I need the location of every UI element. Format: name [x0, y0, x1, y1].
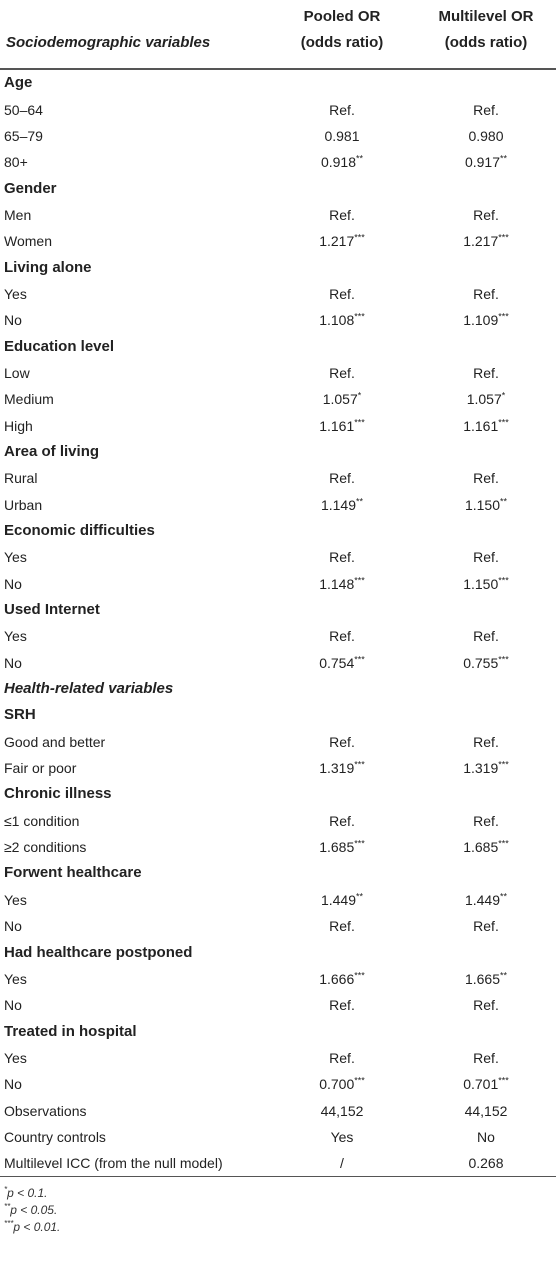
pooled-or-cell	[268, 412, 416, 438]
multilevel-or-cell	[416, 913, 556, 939]
multilevel-or-cell	[416, 729, 556, 755]
pooled-or-cell	[268, 228, 416, 254]
row-label: Yes	[4, 891, 27, 908]
table-row	[0, 149, 556, 175]
significance-marker: ***	[498, 654, 509, 665]
significance-marker: ***	[498, 759, 509, 770]
multilevel-or-cell-value: 1.150	[464, 496, 501, 513]
header-row	[0, 0, 556, 69]
pooled-or-cell-value: 1.449	[320, 891, 357, 908]
significance-marker: ***	[354, 654, 365, 665]
multilevel-or-cell-value: Ref.	[473, 549, 499, 566]
section-header-row	[0, 939, 556, 965]
header-multi-line2: (odds ratio)	[444, 34, 528, 51]
table-row	[0, 307, 556, 333]
table-row	[0, 966, 556, 992]
pooled-or-cell	[268, 992, 416, 1018]
significance-marker: ***	[498, 1075, 509, 1086]
table-row	[0, 1071, 556, 1097]
multilevel-or-cell-value: 0.701	[463, 1076, 499, 1093]
section-label: Treated in hospital	[4, 1022, 137, 1040]
row-label: Observations	[4, 1102, 87, 1119]
multilevel-or-cell	[416, 492, 556, 518]
multilevel-or-cell-value: 0.980	[468, 127, 504, 144]
pooled-or-cell-value: /	[340, 1155, 344, 1172]
multilevel-or-cell	[416, 623, 556, 649]
section-header-row	[0, 439, 556, 465]
row-label: No	[4, 918, 22, 935]
multilevel-or-cell	[416, 465, 556, 491]
section-header-row	[0, 175, 556, 201]
significance-marker: **	[500, 153, 508, 164]
row-label: Urban	[4, 496, 43, 513]
pooled-or-cell	[268, 1097, 416, 1123]
table-row	[0, 492, 556, 518]
section-header-row	[0, 676, 556, 702]
footnote	[4, 1202, 556, 1219]
row-label: No	[4, 575, 22, 592]
table-row	[0, 281, 556, 307]
multilevel-or-cell	[416, 228, 556, 254]
section-header-row	[0, 1018, 556, 1044]
table-row	[0, 202, 556, 228]
multilevel-or-cell	[416, 808, 556, 834]
row-label: High	[4, 417, 33, 434]
row-label: No	[4, 312, 22, 329]
multilevel-or-cell-value: 0.268	[468, 1155, 504, 1172]
footnote-marker: **	[4, 1202, 11, 1212]
significance-marker: ***	[498, 232, 509, 243]
pooled-or-cell-value: Ref.	[329, 206, 355, 223]
footnote	[4, 1219, 556, 1236]
multilevel-or-cell	[416, 281, 556, 307]
multilevel-or-cell	[416, 1097, 556, 1123]
table-row	[0, 1045, 556, 1071]
pooled-or-cell	[268, 650, 416, 676]
pooled-or-cell-value: 0.918	[320, 154, 357, 171]
section-header-row	[0, 69, 556, 96]
significance-marker: ***	[498, 416, 509, 427]
pooled-or-cell-value: 0.700	[319, 1076, 355, 1093]
pooled-or-cell-value: Ref.	[329, 285, 355, 302]
section-label: Had healthcare postponed	[4, 943, 193, 961]
row-label: Low	[4, 364, 30, 381]
row-label: No	[4, 654, 22, 671]
significance-marker: ***	[498, 575, 509, 586]
multilevel-or-cell-value: 1.685	[463, 839, 499, 856]
significance-marker: **	[356, 496, 364, 507]
row-label: No	[4, 1076, 22, 1093]
header-variables: Sociodemographic variables	[0, 0, 268, 69]
table-row	[0, 1097, 556, 1123]
row-label: ≥2 conditions	[4, 839, 87, 856]
pooled-or-cell	[268, 202, 416, 228]
row-label: Yes	[4, 628, 27, 645]
pooled-or-cell	[268, 149, 416, 175]
multilevel-or-cell	[416, 966, 556, 992]
row-label: Medium	[4, 391, 54, 408]
pooled-or-cell	[268, 571, 416, 597]
multilevel-or-cell	[416, 360, 556, 386]
multilevel-or-cell	[416, 755, 556, 781]
significance-marker: ***	[354, 232, 365, 243]
section-label: Used Internet	[4, 601, 100, 619]
pooled-or-cell-value: Ref.	[329, 549, 355, 566]
pooled-or-cell	[268, 281, 416, 307]
multilevel-or-cell-value: Ref.	[473, 101, 499, 118]
multilevel-or-cell	[416, 202, 556, 228]
significance-marker: **	[500, 891, 508, 902]
table-body	[0, 69, 556, 1177]
multilevel-or-cell-value: No	[477, 1128, 495, 1145]
multilevel-or-cell-value: 1.217	[463, 233, 499, 250]
multilevel-or-cell-value: 1.161	[463, 417, 499, 434]
header-multi-line1: Multilevel OR	[438, 8, 534, 25]
table-row	[0, 360, 556, 386]
multilevel-or-cell-value: Ref.	[473, 733, 499, 750]
section-label: Age	[4, 74, 33, 92]
multilevel-or-cell	[416, 1150, 556, 1177]
multilevel-or-cell	[416, 96, 556, 122]
section-label: Area of living	[4, 442, 100, 460]
section-label: Education level	[4, 337, 115, 355]
multilevel-or-cell-value: Ref.	[473, 812, 499, 829]
multilevel-or-cell-value: Ref.	[473, 285, 499, 302]
significance-marker: *	[501, 390, 506, 401]
pooled-or-cell-value: 1.057	[322, 391, 358, 408]
table-row	[0, 887, 556, 913]
significance-marker: ***	[354, 1075, 365, 1086]
pooled-or-cell	[268, 360, 416, 386]
footnote	[4, 1185, 556, 1202]
multilevel-or-cell	[416, 834, 556, 860]
footnote-marker: ***	[4, 1219, 14, 1229]
table-row	[0, 544, 556, 570]
row-label: Yes	[4, 549, 27, 566]
significance-marker: ***	[354, 759, 365, 770]
pooled-or-cell-value: 44,152	[320, 1102, 364, 1119]
significance-marker: ***	[354, 575, 365, 586]
section-label: Chronic illness	[4, 785, 112, 803]
row-label: Country controls	[4, 1128, 106, 1145]
pooled-or-cell-value: 1.149	[320, 496, 357, 513]
multilevel-or-cell-value: Ref.	[473, 628, 499, 645]
multilevel-or-cell-value: 1.665	[464, 970, 501, 987]
multilevel-or-cell-value: 1.109	[463, 312, 499, 329]
significance-marker: ***	[354, 416, 365, 427]
section-label: Gender	[4, 179, 57, 197]
pooled-or-cell-value: 0.754	[319, 654, 355, 671]
row-label: Multilevel ICC (from the null model)	[0, 1150, 268, 1177]
table-row	[0, 729, 556, 755]
multilevel-or-cell	[416, 1045, 556, 1071]
section-label: SRH	[4, 706, 36, 724]
row-label: 80+	[4, 154, 28, 171]
table-row	[0, 623, 556, 649]
section-header-row	[0, 860, 556, 886]
header-pooled-line1: Pooled OR	[303, 8, 381, 25]
pooled-or-cell	[268, 966, 416, 992]
pooled-or-cell	[268, 887, 416, 913]
section-header-row	[0, 597, 556, 623]
table-row	[0, 571, 556, 597]
pooled-or-cell	[268, 544, 416, 570]
table-row	[0, 1150, 556, 1177]
table-row	[0, 465, 556, 491]
multilevel-or-cell-value: Ref.	[473, 918, 499, 935]
pooled-or-cell-value: 1.685	[319, 839, 355, 856]
pooled-or-cell-value: Yes	[330, 1128, 354, 1145]
section-header-row	[0, 254, 556, 280]
row-label: Fair or poor	[4, 760, 77, 777]
significance-marker: **	[356, 891, 364, 902]
section-header-row	[0, 518, 556, 544]
multilevel-or-cell-value: 1.150	[463, 575, 499, 592]
table-row	[0, 992, 556, 1018]
multilevel-or-cell-value: 1.057	[466, 391, 502, 408]
pooled-or-cell-value: Ref.	[329, 470, 355, 487]
header-pooled-line2: (odds ratio)	[300, 34, 384, 51]
table-row	[0, 96, 556, 122]
pooled-or-cell-value: 1.108	[319, 312, 355, 329]
pooled-or-cell-value: 1.319	[319, 760, 355, 777]
pooled-or-cell	[268, 913, 416, 939]
pooled-or-cell	[268, 123, 416, 149]
section-label: Living alone	[4, 258, 92, 276]
pooled-or-cell-value: Ref.	[329, 733, 355, 750]
row-label: Good and better	[4, 733, 106, 750]
row-label: 50–64	[4, 101, 43, 118]
pooled-or-cell-value: 1.217	[319, 233, 355, 250]
section-label: Forwent healthcare	[4, 864, 142, 882]
pooled-or-cell	[268, 834, 416, 860]
pooled-or-cell-value: Ref.	[329, 997, 355, 1014]
table-footnotes	[0, 1185, 556, 1236]
significance-marker: ***	[498, 838, 509, 849]
row-label: Men	[4, 206, 32, 223]
multilevel-or-cell	[416, 650, 556, 676]
row-label: Yes	[4, 970, 27, 987]
section-header-row	[0, 781, 556, 807]
table-row	[0, 913, 556, 939]
pooled-or-cell	[268, 1045, 416, 1071]
row-label: 65–79	[4, 127, 43, 144]
multilevel-or-cell-value: Ref.	[473, 997, 499, 1014]
pooled-or-cell-value: Ref.	[329, 364, 355, 381]
row-label: Yes	[4, 285, 27, 302]
pooled-or-cell-value: 0.981	[324, 127, 360, 144]
footnote-text: p < 0.1.	[7, 1186, 48, 1201]
row-label: Rural	[4, 470, 38, 487]
header-multilevel-or	[416, 0, 556, 69]
row-label: ≤1 condition	[4, 812, 80, 829]
pooled-or-cell-value: 1.666	[319, 970, 355, 987]
header-pooled-or	[268, 0, 416, 69]
multilevel-or-cell-value: Ref.	[473, 1049, 499, 1066]
significance-marker: *	[357, 390, 362, 401]
significance-marker: **	[500, 496, 508, 507]
table-header	[0, 0, 556, 69]
table-row	[0, 834, 556, 860]
multilevel-or-cell	[416, 149, 556, 175]
pooled-or-cell-value: Ref.	[329, 101, 355, 118]
pooled-or-cell-value: Ref.	[329, 812, 355, 829]
multilevel-or-cell	[416, 386, 556, 412]
pooled-or-cell	[268, 623, 416, 649]
significance-marker: ***	[498, 311, 509, 322]
pooled-or-cell	[268, 729, 416, 755]
significance-marker: ***	[354, 838, 365, 849]
table-row	[0, 386, 556, 412]
pooled-or-cell-value: Ref.	[329, 628, 355, 645]
table-row	[0, 650, 556, 676]
pooled-or-cell-value: 1.161	[319, 417, 355, 434]
table-row	[0, 123, 556, 149]
pooled-or-cell	[268, 755, 416, 781]
pooled-or-cell	[268, 307, 416, 333]
multilevel-or-cell-value: Ref.	[473, 470, 499, 487]
row-label: Yes	[4, 1049, 27, 1066]
multilevel-or-cell-value: 44,152	[464, 1102, 508, 1119]
multilevel-or-cell-value: Ref.	[473, 206, 499, 223]
significance-marker: ***	[354, 970, 365, 981]
multilevel-or-cell	[416, 992, 556, 1018]
section-label: Economic difficulties	[4, 522, 155, 540]
multilevel-or-cell	[416, 571, 556, 597]
pooled-or-cell	[268, 386, 416, 412]
table-row	[0, 1124, 556, 1150]
pooled-or-cell	[268, 492, 416, 518]
multilevel-or-cell	[416, 887, 556, 913]
multilevel-or-cell	[416, 544, 556, 570]
significance-marker: **	[356, 153, 364, 164]
row-label: Women	[4, 233, 52, 250]
pooled-or-cell	[268, 465, 416, 491]
table-row	[0, 412, 556, 438]
row-label: No	[4, 997, 22, 1014]
footnote-marker: *	[4, 1185, 8, 1195]
table-row	[0, 755, 556, 781]
pooled-or-cell	[268, 1124, 416, 1150]
section-label: Health-related variables	[4, 680, 174, 698]
pooled-or-cell-value: Ref.	[329, 1049, 355, 1066]
section-header-row	[0, 702, 556, 728]
pooled-or-cell	[268, 96, 416, 122]
pooled-or-cell	[268, 1150, 416, 1177]
multilevel-or-cell	[416, 123, 556, 149]
table-row	[0, 808, 556, 834]
significance-marker: ***	[354, 311, 365, 322]
multilevel-or-cell-value: Ref.	[473, 364, 499, 381]
section-header-row	[0, 333, 556, 359]
multilevel-or-cell	[416, 307, 556, 333]
multilevel-or-cell	[416, 1124, 556, 1150]
multilevel-or-cell-value: 1.449	[464, 891, 501, 908]
multilevel-or-cell	[416, 1071, 556, 1097]
footnote-text: p < 0.05.	[10, 1203, 58, 1218]
multilevel-or-cell-value: 0.917	[464, 154, 501, 171]
pooled-or-cell-value: 1.148	[319, 575, 355, 592]
footnote-text: p < 0.01.	[13, 1220, 61, 1235]
significance-marker: **	[500, 970, 508, 981]
multilevel-or-cell	[416, 412, 556, 438]
multilevel-or-cell-value: 1.319	[463, 760, 499, 777]
pooled-or-cell-value: Ref.	[329, 918, 355, 935]
pooled-or-cell	[268, 1071, 416, 1097]
table-row	[0, 228, 556, 254]
multilevel-or-cell-value: 0.755	[463, 654, 499, 671]
pooled-or-cell	[268, 808, 416, 834]
